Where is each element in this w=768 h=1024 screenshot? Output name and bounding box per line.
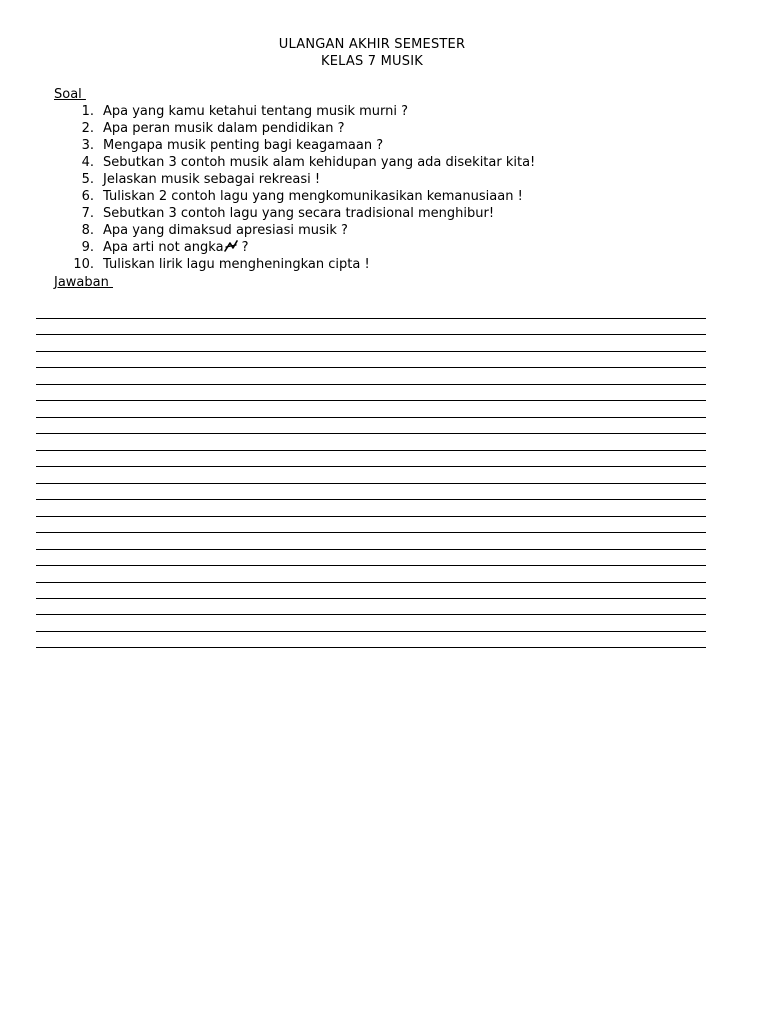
document-subtitle: KELAS 7 MUSIK xyxy=(321,54,423,69)
answer-line xyxy=(36,384,706,400)
question-item xyxy=(0,239,744,256)
question-number: 9. xyxy=(81,240,94,255)
question-text: Apa peran musik dalam pendidikan ? xyxy=(103,121,345,136)
answer-line xyxy=(36,614,706,630)
question-item xyxy=(0,222,744,239)
question-text: Sebutkan 3 contoh lagu yang secara tradisional menghibur! xyxy=(103,206,495,221)
answer-line xyxy=(36,483,706,499)
question-number: 4. xyxy=(81,155,94,170)
question-text: Sebutkan 3 contoh musik alam kehidupan yang ada disekitar kita! xyxy=(103,155,536,170)
question-number: 2. xyxy=(81,121,94,136)
answer-line xyxy=(36,598,706,614)
question-number: 1. xyxy=(81,104,94,119)
question-text: Jelaskan musik sebagai rekreasi ! xyxy=(103,172,321,187)
question-number: 5. xyxy=(81,172,94,187)
question-number: 10. xyxy=(73,257,94,272)
answer-line xyxy=(36,631,706,647)
question-text: Apa yang dimaksud apresiasi musik ? xyxy=(103,223,348,238)
question-text-suffix: ? xyxy=(237,240,249,255)
question-text-wrapper xyxy=(103,239,249,256)
question-text: Tuliskan 2 contoh lagu yang mengkomunikasikan kemanusiaan ! xyxy=(103,189,523,204)
question-number: 8. xyxy=(81,223,94,238)
question-item xyxy=(0,188,744,205)
jawaban-heading: Jawaban xyxy=(54,275,113,290)
question-item xyxy=(0,120,744,137)
question-text: Apa yang kamu ketahui tentang musik murni ? xyxy=(103,104,409,119)
soal-heading: Soal xyxy=(54,87,86,102)
answer-line xyxy=(36,334,706,350)
question-number: 3. xyxy=(81,138,94,153)
answer-line xyxy=(36,351,706,367)
answer-line xyxy=(36,318,706,334)
answer-line xyxy=(36,549,706,565)
answer-line xyxy=(36,433,706,449)
question-item xyxy=(0,103,744,120)
question-text: Mengapa musik penting bagi keagamaan ? xyxy=(103,138,384,153)
question-item xyxy=(0,154,744,171)
answer-line xyxy=(36,647,706,663)
handwritten-scribble-icon xyxy=(224,240,238,252)
question-list xyxy=(0,103,744,273)
question-item xyxy=(0,205,744,222)
answer-line xyxy=(36,565,706,581)
document-title: ULANGAN AKHIR SEMESTER xyxy=(278,37,466,52)
answer-line xyxy=(36,367,706,383)
answer-line xyxy=(36,466,706,482)
answer-line xyxy=(36,499,706,515)
answer-line xyxy=(36,532,706,548)
answer-line xyxy=(36,400,706,416)
answer-line xyxy=(36,450,706,466)
question-item xyxy=(0,171,744,188)
answer-lines xyxy=(36,318,706,664)
answer-line xyxy=(36,417,706,433)
question-text: Apa arti not angka xyxy=(103,240,224,255)
question-item xyxy=(0,137,744,154)
question-text: Tuliskan lirik lagu mengheningkan cipta ! xyxy=(103,257,370,272)
answer-line xyxy=(36,516,706,532)
question-number: 7. xyxy=(81,206,94,221)
question-number: 6. xyxy=(81,189,94,204)
answer-line xyxy=(36,582,706,598)
question-item xyxy=(0,256,744,273)
